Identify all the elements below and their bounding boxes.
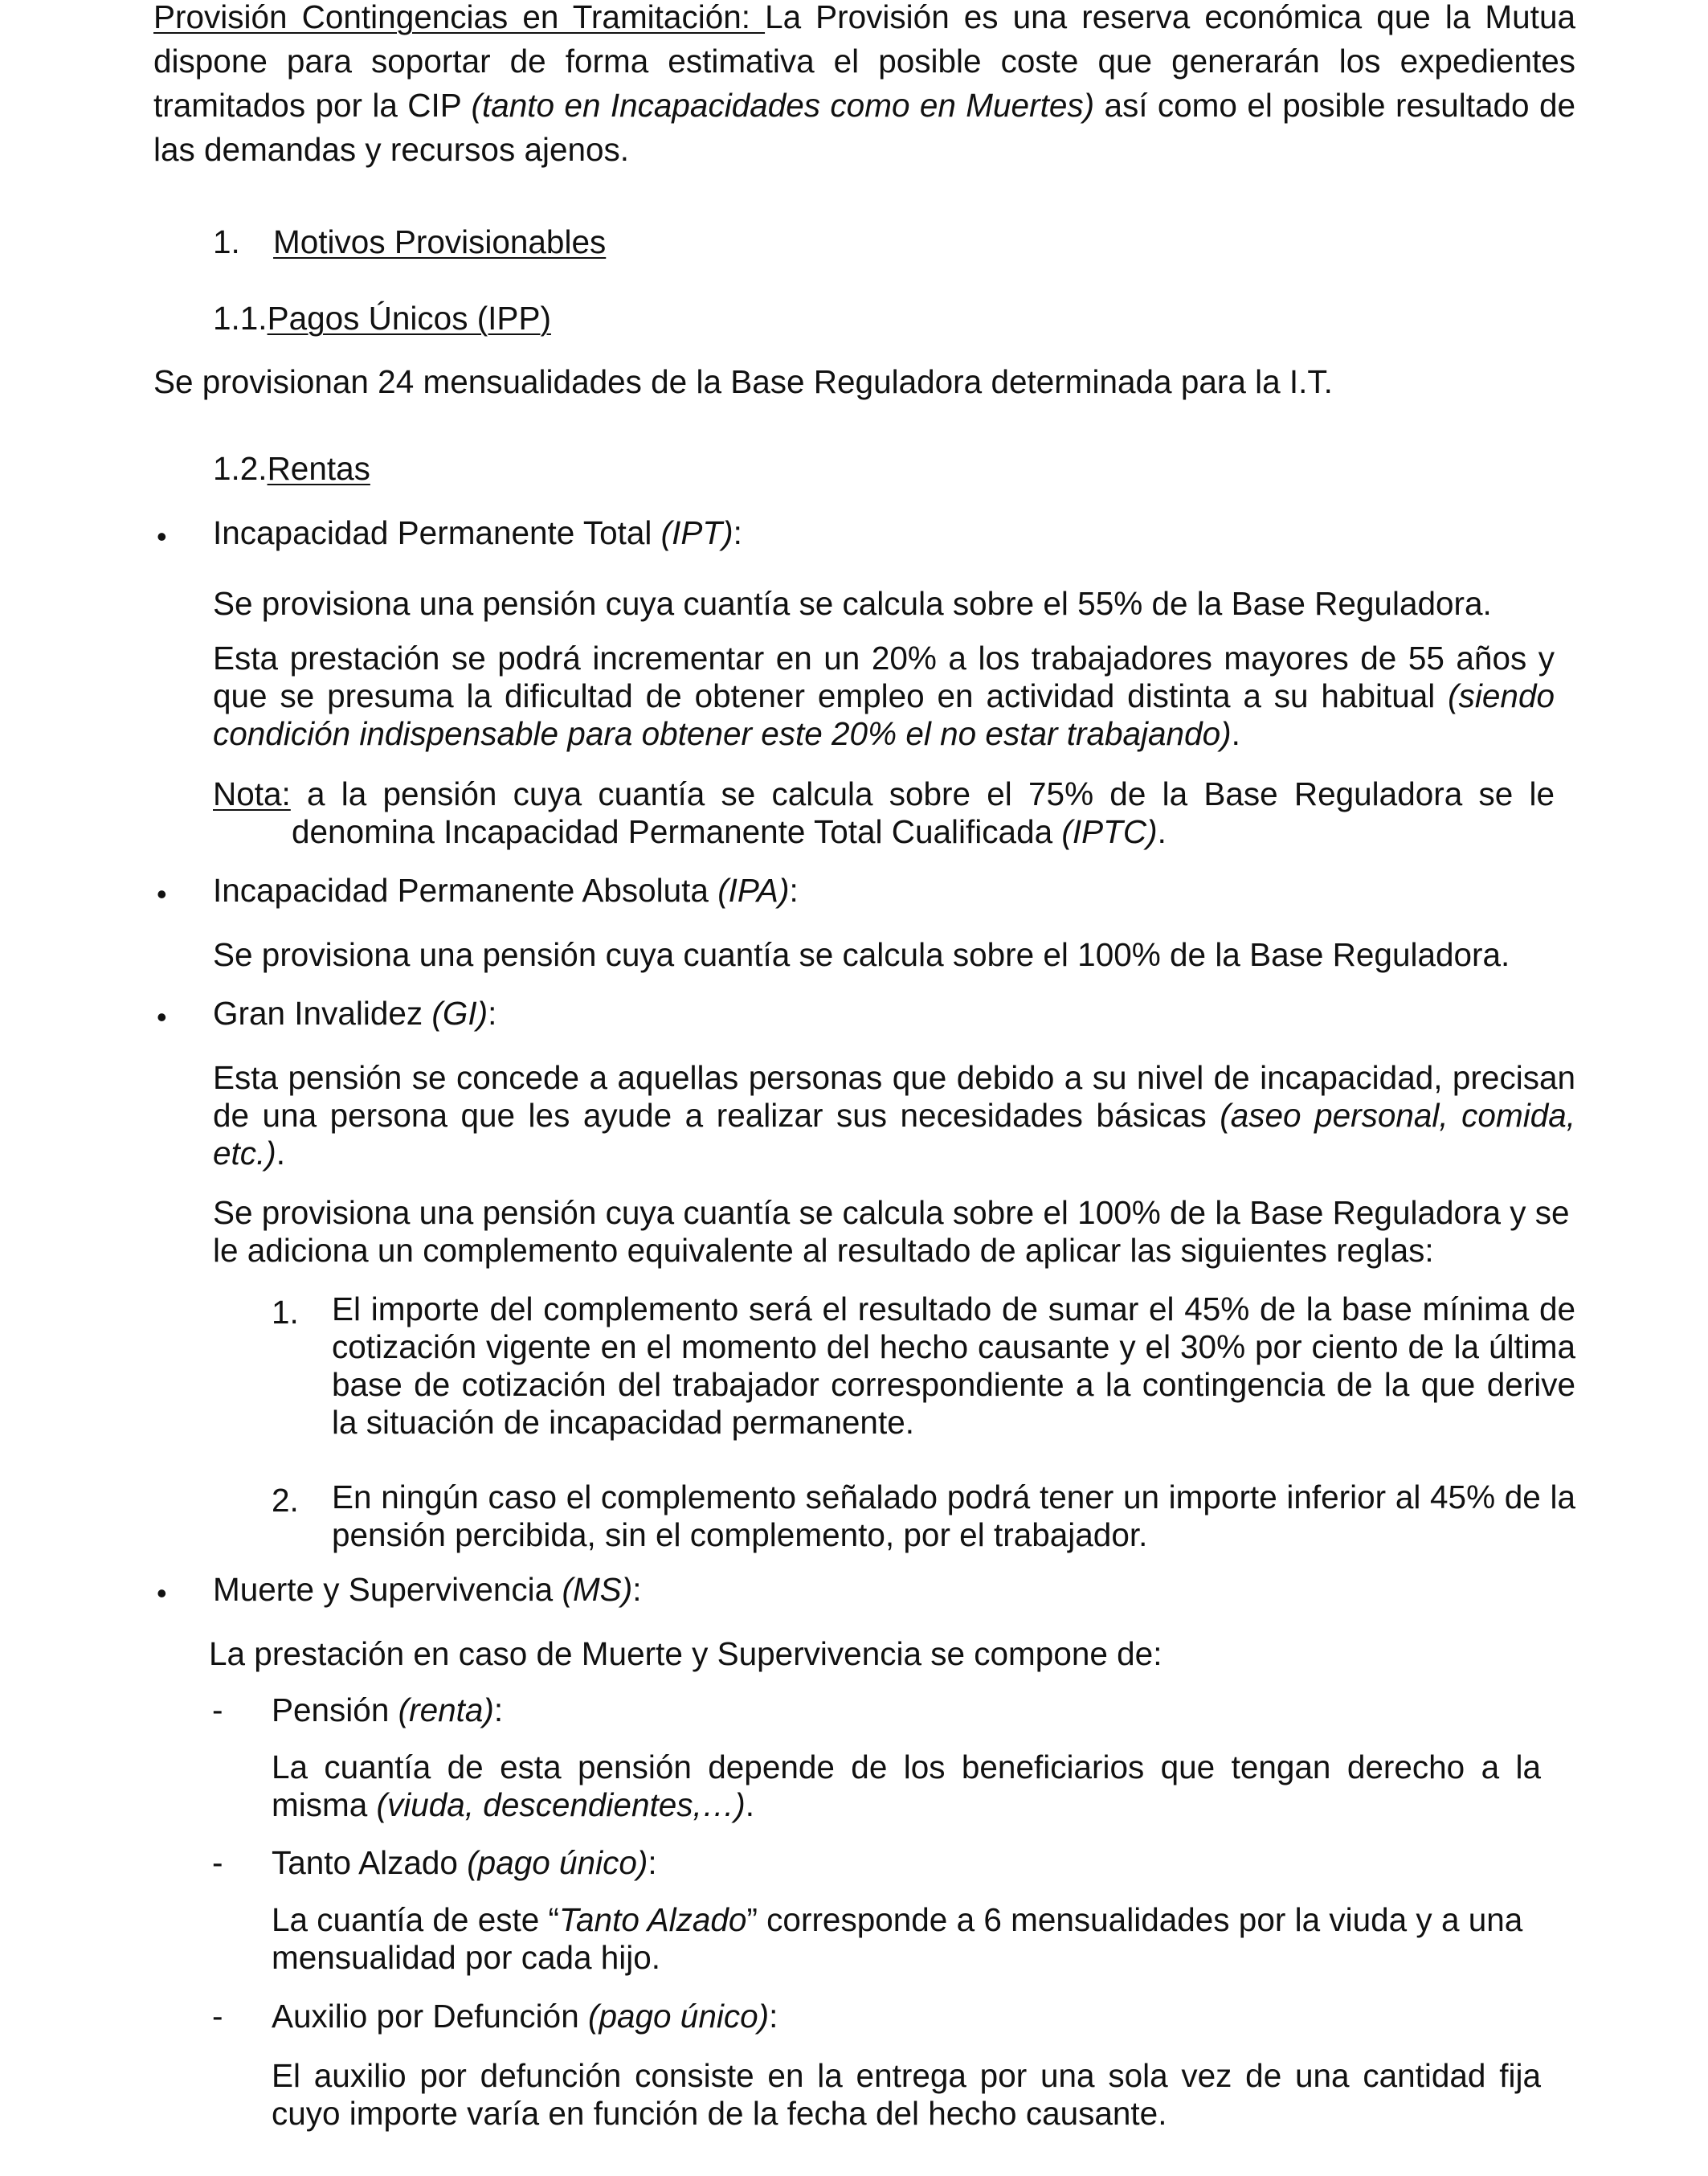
ipa-abbr: (IPA) <box>717 872 790 909</box>
gi-bullet: • <box>157 1000 167 1033</box>
ms-item-1-label <box>272 1688 503 1732</box>
gi-label-text: Gran Invalidez <box>213 995 432 1032</box>
ms-item-1-text-italic: (viuda, descendientes,…) <box>376 1786 746 1823</box>
ms-item-3-label-italic: (pago único) <box>587 1998 770 2035</box>
ms-colon: : <box>632 1571 642 1608</box>
ipt-note-text: a la pensión cuya cuantía se calcula sobre el 75% de la Base Reguladora se le denomina Incapacidad Permanente Total Cualificada <box>290 775 1555 850</box>
ms-item-2-label-text: Tanto Alzado <box>272 1844 468 1881</box>
intro-heading: Provisión Contingencias en Tramitación: <box>153 0 766 35</box>
ipa-bullet: • <box>157 877 167 910</box>
section-1-number: 1. <box>213 223 240 260</box>
ipa-label <box>213 869 799 913</box>
ipt-abbr: (IPT) <box>660 514 733 551</box>
ipt-paragraph-1: Se provisiona una pensión cuya cuantía se calcula sobre el 55% de la Base Reguladora. <box>213 585 1492 622</box>
intro-text-1: La Provisión es una reserva económica que la Mutua dispone para soportar de forma estimativa el posible coste que generarán los expedientes tramitados por la CIP <box>153 0 1575 124</box>
ipt-note-end: . <box>1157 813 1167 850</box>
ms-item-3-label-text: Auxilio por Defunción <box>272 1998 588 2035</box>
gi-paragraph-2: Se provisiona una pensión cuya cuantía se calcula sobre el 100% de la Base Reguladora y se le adiciona un complemento equivalente al resultado de aplicar las siguientes reglas: <box>213 1194 1570 1269</box>
ipa-paragraph-1: Se provisiona una pensión cuya cuantía se calcula sobre el 100% de la Base Reguladora. <box>213 936 1510 973</box>
ms-item-2-dash: - <box>212 1844 223 1881</box>
ms-item-2-text-pre: La cuantía de este “ <box>272 1901 559 1938</box>
ms-item-1-text-end: . <box>745 1786 755 1823</box>
ipt-p2-end: . <box>1231 715 1240 752</box>
ms-item-1-dash: - <box>212 1691 223 1728</box>
gi-rule-1-text: El importe del complemento será el resultado de sumar el 45% de la base mínima de cotización vigente en el momento del hecho causante y el 30% por ciento de la última base de cotización del trabajador correspondiente a la contingencia de la que derive la situación de incapacidad permanente. <box>332 1290 1575 1441</box>
ms-label <box>213 1568 641 1612</box>
ms-item-1-label-text: Pensión <box>272 1691 398 1728</box>
ipt-label <box>213 511 742 555</box>
intro-text-italic: (tanto en Incapacidades como en Muertes) <box>471 87 1095 124</box>
ipt-p2-text: Esta prestación se podrá incrementar en un 20% a los trabajadores mayores de 55 años y que se presuma la dificultad de obtener empleo en actividad distinta a su habitual <box>213 640 1555 714</box>
gi-label <box>213 992 496 1036</box>
ms-bullet: • <box>157 1577 167 1610</box>
section-1-2-number: 1.2. <box>213 450 268 487</box>
ms-intro: La prestación en caso de Muerte y Supervivencia se compone de: <box>209 1635 1163 1672</box>
ms-item-2-text <box>272 1901 1557 1977</box>
intro-paragraph <box>153 0 1575 172</box>
ipt-colon: : <box>733 514 742 551</box>
intro-text-2: así como el posible resultado de las demandas y recursos ajenos. <box>153 87 1576 168</box>
ms-item-3-text: El auxilio por defunción consiste en la entrega por una sola vez de una cantidad fija cuyo importe varía en función de la fecha del hecho causante. <box>272 2057 1541 2132</box>
ms-item-3-colon: : <box>769 1998 778 2035</box>
section-1-title: Motivos Provisionables <box>273 223 607 260</box>
ms-item-3-label <box>272 1994 778 2039</box>
gi-colon: : <box>488 995 497 1032</box>
ipa-label-text: Incapacidad Permanente Absoluta <box>213 872 718 909</box>
section-1-1-heading <box>213 297 551 341</box>
ipt-note <box>213 775 1555 851</box>
ms-item-2-label <box>272 1841 657 1885</box>
section-1-2-heading <box>213 447 370 491</box>
ms-item-2-colon: : <box>648 1844 657 1881</box>
gi-rule-2-text: En ningún caso el complemento señalado podrá tener un importe inferior al 45% de la pensión percibida, sin el complemento, por el trabajador. <box>332 1479 1575 1553</box>
ms-abbr: (MS) <box>562 1571 633 1608</box>
ipa-colon: : <box>789 872 799 909</box>
gi-rule-2-number: 2. <box>272 1482 299 1519</box>
section-1-1-title: Pagos Únicos (IPP) <box>267 300 551 337</box>
ms-item-2-text-italic: Tanto Alzado <box>559 1901 747 1938</box>
ipt-label-text: Incapacidad Permanente Total <box>213 514 661 551</box>
section-1-1-number: 1.1. <box>213 300 268 337</box>
ipt-note-label: Nota: <box>213 775 291 812</box>
section-1-2-title: Rentas <box>267 450 370 487</box>
gi-abbr: (GI) <box>431 995 488 1032</box>
gi-p1-text: Esta pensión se concede a aquellas personas que debido a su nivel de incapacidad, precisan de una persona que les ayude a realizar sus necesidades básicas <box>213 1059 1575 1134</box>
section-1-1-text: Se provisionan 24 mensualidades de la Base Reguladora determinada para la I.T. <box>153 363 1333 400</box>
ipt-p2-italic: (siendo condición indispensable para obtener este 20% el no estar trabajando) <box>213 677 1555 752</box>
ms-item-3-dash: - <box>212 1998 223 2035</box>
ms-item-1-colon: : <box>493 1691 504 1728</box>
gi-paragraph-1 <box>213 1059 1575 1172</box>
ms-item-2-text-post: ” corresponde a 6 mensualidades por la viuda y a una mensualidad por cada hijo. <box>272 1901 1523 1976</box>
ms-item-2-label-italic: (pago único) <box>467 1844 648 1881</box>
ms-item-1-label-italic: (renta) <box>398 1691 494 1728</box>
ipt-bullet: • <box>157 520 167 553</box>
ms-item-1-text <box>272 1749 1541 1824</box>
ms-item-1-text-main: La cuantía de esta pensión depende de los beneficiarios que tengan derecho a la misma <box>272 1749 1541 1823</box>
section-1-heading <box>213 220 606 264</box>
ipt-paragraph-2 <box>213 640 1555 753</box>
gi-rule-1-number: 1. <box>272 1294 299 1331</box>
gi-p1-italic: (aseo personal, comida, etc.) <box>213 1097 1575 1172</box>
gi-p1-end: . <box>276 1135 286 1172</box>
ms-label-text: Muerte y Supervivencia <box>213 1571 562 1608</box>
ipt-note-italic: (IPTC) <box>1061 813 1158 850</box>
